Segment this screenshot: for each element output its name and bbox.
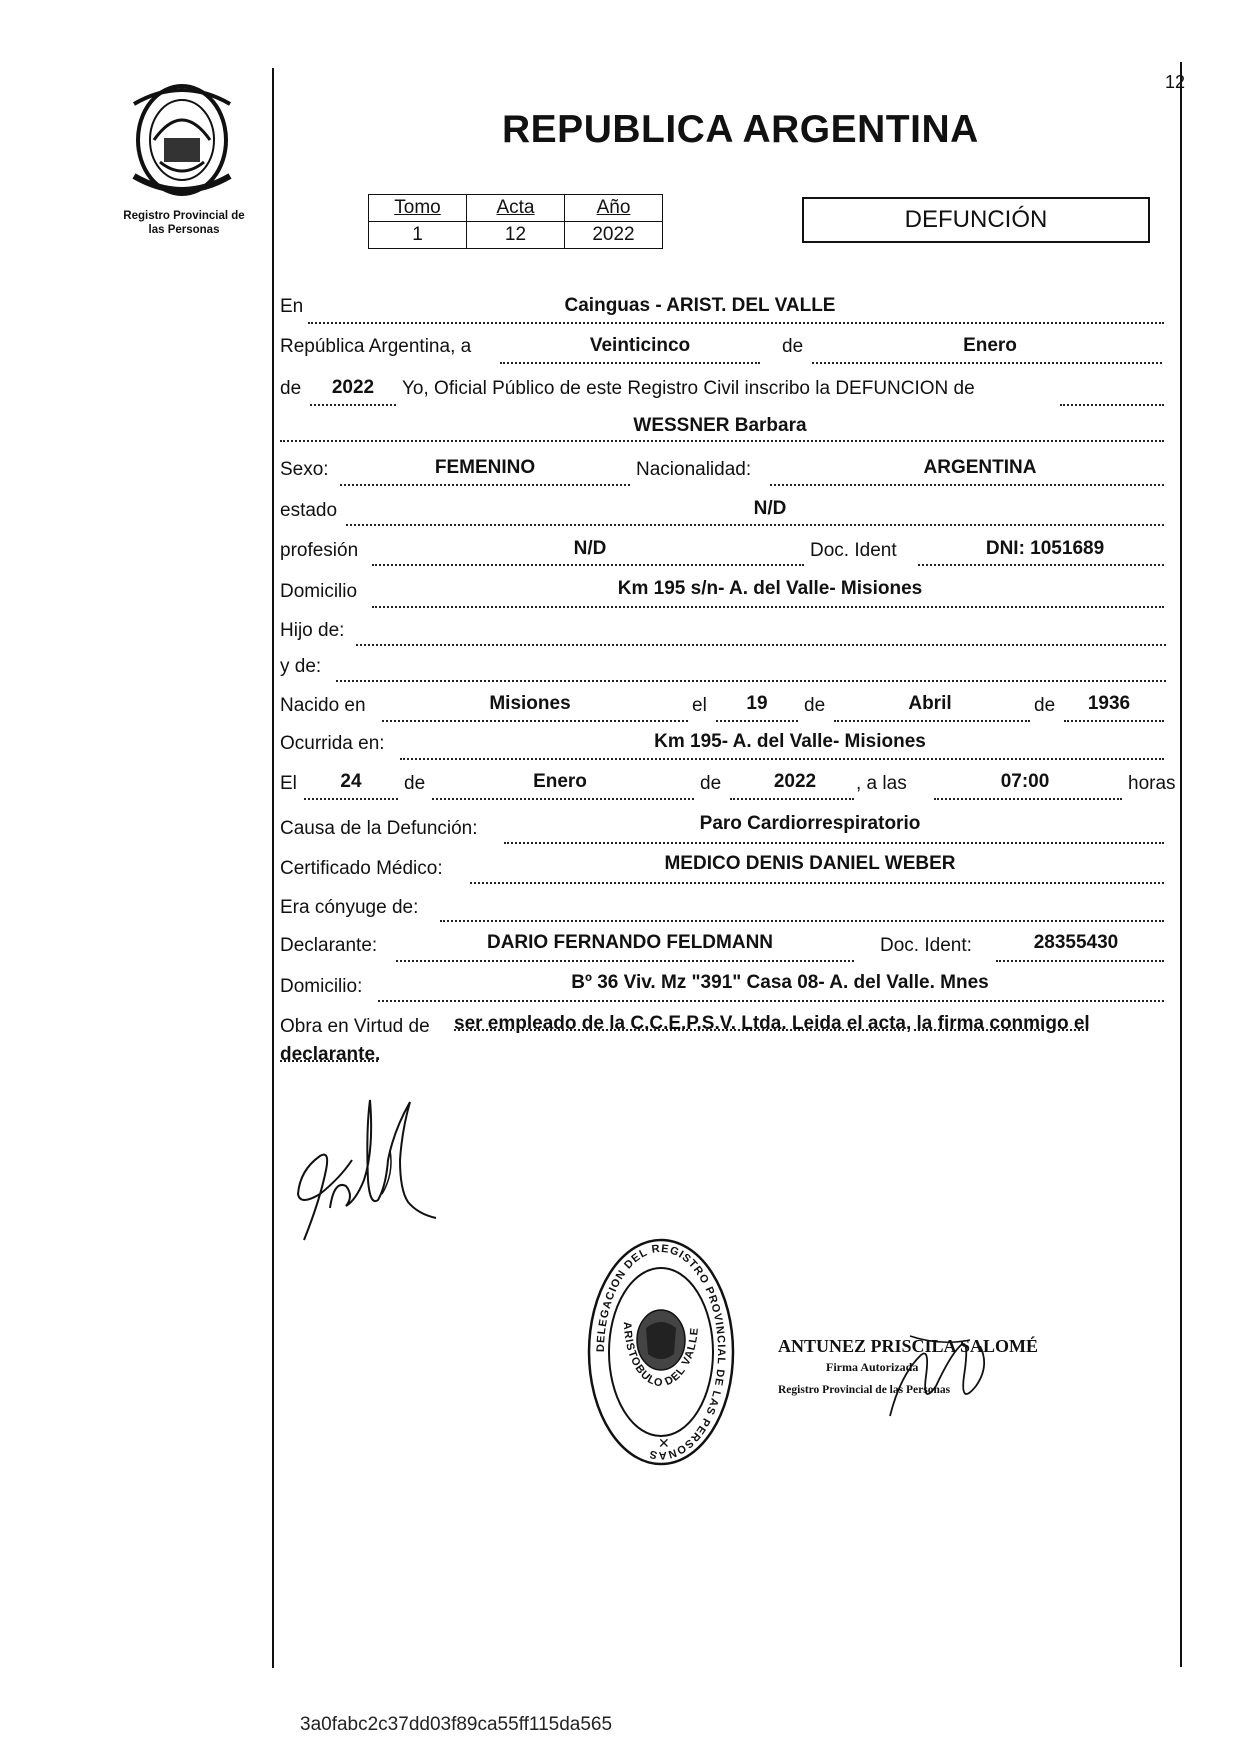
label-ocurrida-en: Ocurrida en: xyxy=(280,733,385,754)
dotted-line xyxy=(834,720,1030,722)
dotted-line xyxy=(372,564,804,566)
ref-value-acta: 12 xyxy=(467,222,565,249)
dotted-line xyxy=(504,842,1164,844)
value-sexo: FEMENINO xyxy=(434,457,536,478)
label-en: En xyxy=(280,296,304,317)
dotted-line xyxy=(310,404,396,406)
official-office: Registro Provincial de las Personas xyxy=(778,1384,951,1396)
label-domicilio-declarante: Domicilio: xyxy=(280,976,363,997)
dotted-line xyxy=(280,440,1164,442)
value-anio-registro: 2022 xyxy=(331,377,375,398)
official-signature xyxy=(880,1316,1000,1436)
label-profesion: profesión xyxy=(280,540,359,561)
dotted-line xyxy=(356,644,1166,646)
dotted-line xyxy=(336,680,1166,682)
ref-value-tomo: 1 xyxy=(369,222,467,249)
label-certificado: Certificado Médico: xyxy=(280,858,443,879)
dotted-line xyxy=(934,798,1122,800)
value-nacido-mes: Abril xyxy=(908,693,952,714)
value-dia-registro: Veinticinco xyxy=(589,335,691,356)
value-estado: N/D xyxy=(753,498,787,519)
value-nacionalidad: ARGENTINA xyxy=(923,457,1037,478)
dotted-line xyxy=(918,564,1164,566)
ref-value-anio: 2022 xyxy=(565,222,663,249)
dotted-line xyxy=(812,362,1162,364)
value-obra-line2: declarante. xyxy=(280,1044,381,1065)
country-title: REPUBLICA ARGENTINA xyxy=(502,108,979,151)
dotted-line xyxy=(500,362,760,364)
label-horas: horas xyxy=(1128,773,1176,794)
dotted-line xyxy=(346,524,1164,526)
dotted-line xyxy=(1064,720,1164,722)
ref-header-anio: Año xyxy=(565,195,663,222)
page-number: 12 xyxy=(1165,72,1186,92)
ref-header-tomo: Tomo xyxy=(369,195,467,222)
value-fallec-anio: 2022 xyxy=(773,771,817,792)
registry-caption xyxy=(104,209,264,237)
dotted-line xyxy=(716,720,798,722)
dotted-line xyxy=(470,882,1164,884)
label-republica-a: República Argentina, a xyxy=(280,336,472,357)
left-margin-rule xyxy=(272,68,274,1668)
value-obra-line1: ser empleado de la C.C.E.P.S.V. Ltda. Leida el acta, la firma conmigo el xyxy=(454,1013,1090,1034)
seal-outer-text: DELEGACION DEL REGISTRO PROVINCIAL DE LAS PERSONAS xyxy=(594,1242,728,1462)
value-certificado: MEDICO DENIS DANIEL WEBER xyxy=(664,853,956,874)
registry-caption-line1: Registro Provincial de xyxy=(123,210,245,222)
label-obra-prefix: Obra en Virtud de xyxy=(280,1016,430,1037)
label-nacionalidad: Nacionalidad: xyxy=(636,459,752,480)
label-de: de xyxy=(782,336,804,357)
value-lugar: Cainguas - ARIST. DEL VALLE xyxy=(564,295,836,316)
value-fallec-dia: 24 xyxy=(340,771,362,792)
svg-text:✕: ✕ xyxy=(658,1435,670,1451)
official-name: ANTUNEZ PRISCILA SALOMÉ xyxy=(778,1336,1039,1356)
dotted-line xyxy=(432,798,694,800)
dotted-line xyxy=(308,322,1164,324)
dotted-line xyxy=(304,798,398,800)
label-y-de: y de: xyxy=(280,656,322,677)
label-domicilio: Domicilio xyxy=(280,581,358,602)
dotted-line xyxy=(340,484,630,486)
official-role: Firma Autorizada xyxy=(826,1360,919,1374)
label-el-fecha: El xyxy=(280,773,297,794)
value-nacido-dia: 19 xyxy=(746,693,768,714)
value-causa: Paro Cardiorrespiratorio xyxy=(699,813,921,834)
label-hijo-de: Hijo de: xyxy=(280,620,345,641)
value-mes-registro: Enero xyxy=(963,335,1017,356)
registry-caption-line2: las Personas xyxy=(148,224,220,236)
label-el: el xyxy=(692,695,707,716)
dotted-line xyxy=(396,960,854,962)
value-ocurrida-lugar: Km 195- A. del Valle- Misiones xyxy=(654,731,926,752)
label-sexo: Sexo: xyxy=(280,459,329,480)
label-nacido-en: Nacido en xyxy=(280,695,366,716)
label-conyuge: Era cónyuge de: xyxy=(280,897,419,918)
dotted-line xyxy=(372,606,1164,608)
value-domicilio: Km 195 s/n- A. del Valle- Misiones xyxy=(617,578,923,599)
dotted-line xyxy=(770,484,1164,486)
value-fallec-hora: 07:00 xyxy=(1000,771,1050,792)
dotted-line xyxy=(400,758,1164,760)
official-seal xyxy=(586,1236,736,1468)
label-doc-ident-declarante: Doc. Ident: xyxy=(880,935,972,956)
dotted-line xyxy=(440,920,1164,922)
label-de: de xyxy=(700,773,722,794)
label-de: de xyxy=(804,695,826,716)
dotted-line xyxy=(1060,404,1164,406)
dotted-line xyxy=(378,1000,1164,1002)
value-nacido-lugar: Misiones xyxy=(489,693,571,714)
value-documento: DNI: 1051689 xyxy=(985,538,1105,559)
value-profesion: N/D xyxy=(573,538,607,559)
label-estado: estado xyxy=(280,500,338,521)
dotted-line xyxy=(996,960,1164,962)
label-yo-oficial: Yo, Oficial Público de este Registro Civil inscribo la DEFUNCION de xyxy=(402,378,975,399)
label-a-las: , a las xyxy=(856,773,907,794)
right-margin-rule xyxy=(1180,62,1182,1667)
label-de: de xyxy=(1034,695,1056,716)
value-declarante-doc: 28355430 xyxy=(1033,932,1119,953)
label-declarante: Declarante: xyxy=(280,935,378,956)
label-de: de xyxy=(280,378,302,399)
province-shield-icon xyxy=(120,80,244,200)
value-nacido-anio: 1936 xyxy=(1087,693,1131,714)
value-fallec-mes: Enero xyxy=(533,771,587,792)
value-nombre: WESSNER Barbara xyxy=(633,415,807,436)
reference-table xyxy=(368,194,663,249)
declarant-signature xyxy=(290,1090,460,1250)
label-doc-ident: Doc. Ident xyxy=(810,540,897,561)
dotted-line xyxy=(730,798,854,800)
label-de: de xyxy=(404,773,426,794)
value-declarante: DARIO FERNANDO FELDMANN xyxy=(486,932,774,953)
document-hash: 3a0fabc2c37dd03f89ca55ff115da565 xyxy=(300,1714,613,1735)
value-declarante-domicilio: Bº 36 Viv. Mz "391" Casa 08- A. del Valle. Mnes xyxy=(571,972,989,993)
label-causa: Causa de la Defunción: xyxy=(280,818,478,839)
ref-header-acta: Acta xyxy=(467,195,565,222)
record-type-box: DEFUNCIÓN xyxy=(802,197,1150,243)
seal-inner-text: ARISTOBULO DEL VALLE xyxy=(620,1321,701,1390)
province-logo xyxy=(120,80,244,200)
dotted-line xyxy=(382,720,688,722)
